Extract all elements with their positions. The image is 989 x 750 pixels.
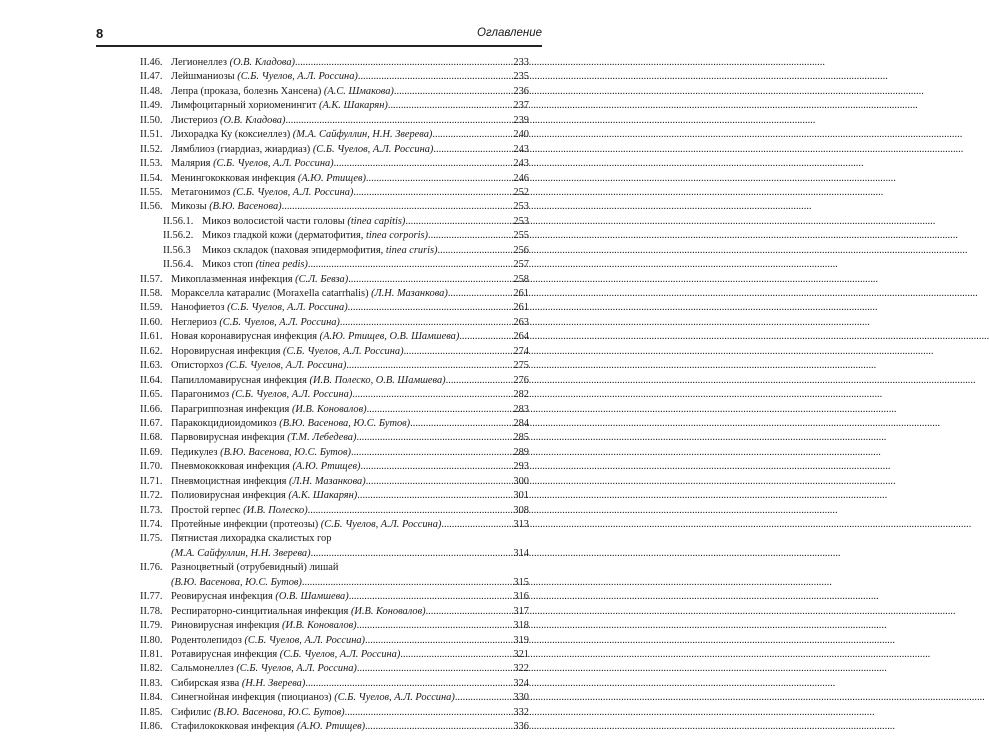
- dot-leader: [357, 662, 514, 676]
- entry-page-number: 316: [513, 591, 529, 603]
- toc-entry[interactable]: [140, 403, 529, 417]
- entry-number: II.62.: [140, 345, 163, 357]
- entry-number: II.48.: [140, 85, 163, 97]
- toc-entry[interactable]: [140, 489, 529, 503]
- toc-entry[interactable]: [140, 417, 529, 431]
- entry-author: (С.Б. Чуелов, А.Л. Россина): [231, 389, 353, 401]
- entry-page-number: 261: [513, 302, 529, 314]
- entry-author: (С.Б. Чуелов, А.Л. Россина): [236, 663, 357, 675]
- dot-leader: [394, 85, 514, 99]
- entry-title: Микоз стоп: [202, 259, 253, 271]
- entry-page-number: 318: [513, 620, 529, 632]
- entry-author: (А.К. Шакарян): [319, 100, 388, 112]
- entry-page-number: 264: [513, 331, 529, 343]
- entry-page-number: 243: [513, 158, 529, 170]
- entry-page-number: 319: [513, 634, 529, 646]
- entry-page-number: 261: [513, 288, 529, 299]
- entry-author: (И.В. Полеско, О.В. Шамшева): [309, 374, 446, 386]
- entry-number: II.54.: [140, 172, 163, 184]
- entry-page-number: 284: [513, 417, 529, 429]
- entry-author: (С.Б. Чуелов, А.Л. Россина): [244, 634, 366, 646]
- entry-author: (С.Б. Чуелов, А.Л. Россина): [312, 143, 434, 155]
- dot-leader: [438, 244, 514, 258]
- dot-leader: [448, 287, 514, 301]
- entry-number: II.71.: [140, 475, 163, 487]
- dot-leader: [404, 345, 514, 359]
- entry-title: Синегнойная инфекция (пиоцианоз): [171, 692, 332, 704]
- entry-page-number: 237: [513, 100, 529, 112]
- entry-title: Родентолепидоз: [171, 634, 242, 646]
- entry-page-number: 313: [513, 519, 529, 530]
- entry-number: II.50.: [140, 114, 163, 126]
- entry-number: II.70.: [140, 461, 163, 473]
- toc-entry[interactable]: [140, 143, 529, 157]
- dot-leader: [366, 475, 514, 489]
- entry-page-number: 256: [513, 244, 529, 256]
- entry-number: II.84.: [140, 692, 163, 704]
- dot-leader: [426, 605, 514, 619]
- toc-entry[interactable]: [140, 359, 529, 373]
- toc-subentry[interactable]: [140, 258, 529, 272]
- entry-page-number: 289: [513, 446, 529, 458]
- entry-title: Сибирская язва: [171, 677, 240, 689]
- entry-author: (Н.Н. Зверева): [241, 677, 306, 689]
- entry-author: (А.С. Шмакова): [323, 85, 394, 97]
- dot-leader: [365, 720, 513, 734]
- entry-author: (С.Б. Чуелов, А.Л. Россина): [225, 360, 347, 372]
- entry-title: Лейшманиозы: [171, 71, 235, 83]
- entry-author: (tinea pedis): [255, 259, 308, 271]
- toc-entry[interactable]: [140, 345, 529, 359]
- entry-author: (С.Б. Чуелов, А.Л. Россина): [279, 648, 401, 660]
- entry-number: II.68.: [140, 432, 163, 444]
- header-rule: [96, 45, 542, 47]
- dot-leader: [410, 417, 513, 431]
- dot-leader: [400, 648, 513, 662]
- entry-page-number: 253: [513, 201, 529, 213]
- entry-page-number: 246: [513, 172, 529, 184]
- toc-entry[interactable]: [140, 374, 529, 388]
- entry-author: (О.В. Шамшева): [275, 591, 349, 603]
- dot-leader: [311, 547, 514, 561]
- toc-entry[interactable]: [140, 172, 529, 186]
- entry-title: Лепра (проказа, болезнь Хансена): [171, 85, 322, 97]
- table-of-contents: [140, 56, 529, 735]
- entry-title: Микоз гладкой кожи (дерматофития,: [202, 230, 364, 242]
- entry-page-number: 308: [513, 504, 529, 516]
- entry-author: (Л.Н. Мазанкова): [371, 288, 448, 299]
- entry-number: II.78.: [140, 605, 163, 617]
- toc-entry[interactable]: [140, 561, 529, 590]
- dot-leader: [334, 157, 514, 171]
- dot-leader: [348, 301, 514, 315]
- entry-page-number: 301: [513, 490, 529, 502]
- toc-entry[interactable]: [140, 518, 529, 532]
- entry-number: II.73.: [140, 504, 163, 516]
- toc-entry[interactable]: [140, 720, 529, 734]
- entry-number: II.81.: [140, 648, 163, 660]
- entry-title: Нанофиетоз: [171, 302, 225, 314]
- entry-title: Микоз волосистой части головы: [202, 215, 345, 227]
- entry-number: II.53.: [140, 158, 163, 170]
- entry-author: (С.Б. Чуелов, А.Л. Россина): [219, 316, 340, 328]
- entry-page-number: 235: [513, 71, 529, 83]
- entry-title: Полиовирусная инфекция: [171, 490, 286, 502]
- dot-leader: [340, 316, 514, 330]
- toc-entry[interactable]: [140, 634, 529, 648]
- entry-author: (С.Б. Чуелов, А.Л. Россина): [237, 71, 358, 83]
- entry-number: II.64.: [140, 374, 163, 386]
- entry-author: (С.Б. Чуелов, А.Л. Россина): [283, 345, 404, 357]
- entry-page-number: 321: [513, 648, 529, 660]
- dot-leader: [357, 619, 514, 633]
- entry-author: (А.Ю. Ртищев, О.В. Шамшева): [319, 331, 460, 343]
- entry-author: (С.Б. Чуелов, А.Л. Россина): [320, 519, 442, 530]
- toc-entry[interactable]: [140, 287, 529, 301]
- toc-entry[interactable]: [140, 85, 529, 99]
- entry-number: II.56.3: [163, 244, 191, 256]
- entry-page-number: 322: [513, 663, 529, 675]
- entry-title: Описторхоз: [171, 360, 224, 372]
- entry-title: Малярия: [171, 158, 211, 170]
- toc-entry[interactable]: [140, 662, 529, 676]
- entry-title: Респираторно-синцитиальная инфекция: [171, 605, 349, 617]
- toc-entry[interactable]: [140, 186, 529, 200]
- toc-entry[interactable]: [140, 70, 529, 84]
- entry-title: Риновирусная инфекция: [171, 620, 280, 632]
- entry-number: II.63.: [140, 360, 163, 372]
- dot-leader: [308, 504, 514, 518]
- entry-number: II.75.: [140, 533, 163, 545]
- entry-number: II.56.: [140, 201, 163, 213]
- entry-number: II.46.: [140, 57, 163, 68]
- dot-leader: [356, 431, 513, 445]
- toc-entry[interactable]: [140, 706, 529, 720]
- entry-author: (В.Ю. Васенова, Ю.С. Бутов): [279, 417, 411, 429]
- entry-page-number: 314: [513, 547, 529, 559]
- entry-page-number: 332: [513, 706, 529, 718]
- entry-title: Новая коронавирусная инфекция: [171, 331, 318, 343]
- entry-author: (И.В. Полеско): [243, 504, 308, 516]
- section-title: Оглавление: [477, 27, 542, 39]
- entry-title: Парагриппозная инфекция: [171, 403, 290, 415]
- entry-number: II.86.: [140, 721, 163, 733]
- entry-page-number: 236: [513, 85, 529, 97]
- entry-page-number: 263: [513, 316, 529, 328]
- entry-title: Ротавирусная инфекция: [171, 648, 278, 660]
- entry-author: (С.Б. Чуелов, А.Л. Россина): [213, 158, 334, 170]
- entry-author: (А.Ю. Ртищев): [292, 461, 361, 473]
- entry-title: Стафилококковая инфекция: [171, 721, 295, 733]
- toc-entry[interactable]: [140, 590, 529, 604]
- entry-number: II.58.: [140, 288, 163, 299]
- entry-author: tinea corporis): [365, 230, 428, 242]
- entry-author: (О.В. Кладова): [220, 114, 286, 126]
- dot-leader: [428, 229, 513, 243]
- dot-leader: [352, 388, 513, 402]
- entry-title: Пятнистая лихорадка скалистых гор: [171, 533, 332, 545]
- dot-leader: [441, 518, 513, 532]
- dot-leader: [282, 200, 514, 214]
- entry-page-number: 315: [513, 576, 529, 588]
- toc-entry[interactable]: [140, 99, 529, 113]
- entry-number: II.57.: [140, 273, 163, 285]
- entry-author: (И.В. Коновалов): [291, 403, 367, 415]
- entry-title: Сальмонеллез: [171, 663, 234, 675]
- entry-number: II.82.: [140, 663, 163, 675]
- entry-number: II.56.2.: [163, 230, 194, 242]
- entry-title: Пневмококковая инфекция: [171, 461, 290, 473]
- entry-author: (А.К. Шакарян): [288, 490, 358, 502]
- entry-page-number: 285: [513, 432, 529, 444]
- entry-page-number: 317: [513, 605, 529, 617]
- toc-entry[interactable]: [140, 301, 529, 315]
- dot-leader: [353, 186, 513, 200]
- dot-leader: [351, 446, 513, 460]
- entry-page-number: 300: [513, 475, 529, 487]
- entry-title: Парвовирусная инфекция: [171, 432, 285, 444]
- dot-leader: [358, 70, 514, 84]
- entry-number: II.66.: [140, 403, 163, 415]
- entry-number: II.74.: [140, 519, 163, 530]
- entry-number: II.80.: [140, 634, 163, 646]
- entry-title: Сифилис: [171, 706, 212, 718]
- entry-title: Микозы: [171, 201, 207, 213]
- entry-page-number: 239: [513, 114, 529, 126]
- entry-number: II.67.: [140, 417, 163, 429]
- entry-title: Лимфоцитарный хориоменингит: [171, 100, 317, 112]
- entry-title: Папилломавирусная инфекция: [171, 374, 307, 386]
- entry-title: Пневмоцистная инфекция: [171, 475, 287, 487]
- entry-author: (В.Ю. Васенова): [209, 201, 282, 213]
- entry-author: (М.А. Сайфуллин, Н.Н. Зверева): [171, 547, 311, 559]
- entry-page-number: 330: [513, 692, 529, 704]
- dot-leader: [305, 677, 513, 691]
- toc-entry[interactable]: [140, 691, 529, 705]
- dot-leader: [348, 273, 513, 287]
- entry-title: Микоплазменная инфекция: [171, 273, 293, 285]
- dot-leader: [302, 576, 514, 590]
- entry-title: Лямблиоз (гиардиаз, жиардиаз): [171, 143, 311, 155]
- entry-author: (Л.Н. Мазанкова): [289, 475, 366, 487]
- toc-entry[interactable]: [140, 677, 529, 691]
- dot-leader: [405, 215, 513, 229]
- entry-author: tinea cruris): [385, 244, 438, 256]
- dot-leader: [285, 114, 513, 128]
- toc-entry[interactable]: [140, 388, 529, 402]
- dot-leader: [446, 374, 514, 388]
- toc-entry[interactable]: [140, 157, 529, 171]
- entry-number: II.56.4.: [163, 259, 194, 271]
- entry-author: (tinea capitis): [347, 215, 406, 227]
- entry-number: II.55.: [140, 186, 163, 198]
- entry-page-number: 293: [513, 461, 529, 473]
- dot-leader: [455, 691, 514, 705]
- entry-page-number: 274: [513, 345, 529, 357]
- dot-leader: [388, 99, 514, 113]
- entry-author: (И.В. Коновалов): [282, 620, 357, 632]
- toc-entry[interactable]: [140, 431, 529, 445]
- entry-page-number: 253: [513, 215, 529, 227]
- entry-author: (С.Б. Чуелов, А.Л. Россина): [232, 186, 354, 198]
- entry-number: II.85.: [140, 706, 163, 718]
- entry-number: II.79.: [140, 620, 163, 632]
- page-header: [96, 26, 542, 44]
- toc-entry[interactable]: [140, 446, 529, 460]
- entry-number: II.83.: [140, 677, 163, 689]
- entry-number: II.56.1.: [163, 215, 194, 227]
- entry-title: Моракселла катаралис (Moraxella catarrhalis): [171, 288, 369, 299]
- entry-number: II.47.: [140, 71, 163, 83]
- entry-title: Легионеллез: [171, 57, 227, 68]
- entry-number: II.59.: [140, 302, 163, 314]
- toc-entry[interactable]: [140, 128, 529, 142]
- entry-page-number: 275: [513, 360, 529, 372]
- entry-page-number: 240: [513, 129, 529, 141]
- toc-subentry[interactable]: [140, 215, 529, 229]
- toc-entry[interactable]: [140, 504, 529, 518]
- toc-entry[interactable]: [140, 460, 529, 474]
- entry-page-number: 276: [513, 374, 529, 386]
- entry-author: (С.Б. Чуелов, А.Л. Россина): [227, 302, 348, 314]
- dot-leader: [349, 590, 514, 604]
- entry-author: (В.Ю. Васенова, Ю.С. Бутов): [220, 446, 351, 458]
- toc-entry[interactable]: [140, 330, 529, 344]
- entry-title: Норовирусная инфекция: [171, 345, 281, 357]
- entry-page-number: 233: [513, 57, 529, 68]
- entry-title: Педикулез: [171, 446, 218, 458]
- dot-leader: [361, 460, 514, 474]
- toc-entry[interactable]: [140, 273, 529, 287]
- entry-page-number: 336: [513, 721, 529, 733]
- entry-number: II.60.: [140, 316, 163, 328]
- entry-number: II.76.: [140, 562, 163, 574]
- toc-entry[interactable]: [140, 605, 529, 619]
- entry-number: II.61.: [140, 331, 163, 343]
- entry-author: (В.Ю. Васенова, Ю.С. Бутов): [171, 576, 302, 588]
- entry-page-number: 258: [513, 273, 529, 285]
- entry-number: II.69.: [140, 446, 163, 458]
- entry-author: (И.В. Коновалов): [350, 605, 426, 617]
- entry-title: Листериоз: [171, 114, 218, 126]
- entry-number: II.49.: [140, 100, 163, 112]
- toc-subentry[interactable]: [140, 244, 529, 258]
- toc-entry[interactable]: [140, 114, 529, 128]
- entry-title: Паракокцидиоидомикоз: [171, 417, 277, 429]
- toc-entry[interactable]: [140, 200, 529, 214]
- entry-number: II.77.: [140, 591, 163, 603]
- toc-entry[interactable]: [140, 475, 529, 489]
- dot-leader: [367, 403, 514, 417]
- toc-entry[interactable]: [140, 648, 529, 662]
- toc-entry[interactable]: [140, 532, 529, 561]
- entry-page-number: 283: [513, 403, 529, 415]
- entry-page-number: 252: [513, 186, 529, 198]
- entry-author: (О.В. Кладова): [229, 57, 296, 68]
- entry-title: Простой герпес: [171, 504, 241, 516]
- entry-number: II.52.: [140, 143, 163, 155]
- dot-leader: [433, 143, 513, 157]
- entry-title: Протейные инфекции (протеозы): [171, 519, 319, 530]
- page-number: 8: [96, 26, 104, 41]
- entry-page-number: 324: [513, 677, 529, 689]
- entry-title: Парагонимоз: [171, 389, 230, 401]
- entry-title: Разноцветный (отрубевидный) лишай: [171, 562, 339, 574]
- entry-author: (С.Б. Чуелов, А.Л. Россина): [334, 692, 455, 704]
- dot-leader: [308, 258, 514, 272]
- entry-title: Менингококковая инфекция: [171, 172, 296, 184]
- entry-page-number: 255: [513, 230, 529, 242]
- toc-subentry[interactable]: [140, 229, 529, 243]
- dot-leader: [432, 128, 513, 142]
- dot-leader: [345, 706, 514, 720]
- entry-title: Микоз складок (паховая эпидермофития,: [202, 244, 384, 256]
- toc-entry[interactable]: [140, 316, 529, 330]
- dot-leader: [365, 634, 513, 648]
- entry-author: (А.Ю. Ртищев): [297, 721, 366, 733]
- entry-title: Лихорадка Ку (коксиеллез): [171, 129, 291, 141]
- dot-leader: [459, 330, 513, 344]
- entry-author: (А.Ю. Ртищев): [297, 172, 366, 184]
- entry-page-number: 282: [513, 389, 529, 401]
- entry-number: II.65.: [140, 389, 163, 401]
- dot-leader: [357, 489, 513, 503]
- entry-page-number: 257: [513, 259, 529, 271]
- dot-leader: [366, 172, 513, 186]
- entry-number: II.72.: [140, 490, 163, 502]
- entry-number: II.51.: [140, 129, 163, 141]
- dot-leader: [295, 56, 513, 70]
- entry-author: (Т.М. Лебедева): [287, 432, 357, 444]
- entry-author: (В.Ю. Васенова, Ю.С. Бутов): [213, 706, 345, 718]
- entry-title: Реовирусная инфекция: [171, 591, 273, 603]
- entry-page-number: 243: [513, 143, 529, 155]
- entry-author: (С.Л. Бевза): [295, 273, 349, 285]
- dot-leader: [346, 359, 513, 373]
- entry-title: Метагонимоз: [171, 186, 231, 198]
- toc-entry[interactable]: [140, 56, 529, 70]
- entry-author: (М.А. Сайфуллин, Н.Н. Зверева): [292, 129, 433, 141]
- entry-title: Неглериоз: [171, 316, 217, 328]
- toc-entry[interactable]: [140, 619, 529, 633]
